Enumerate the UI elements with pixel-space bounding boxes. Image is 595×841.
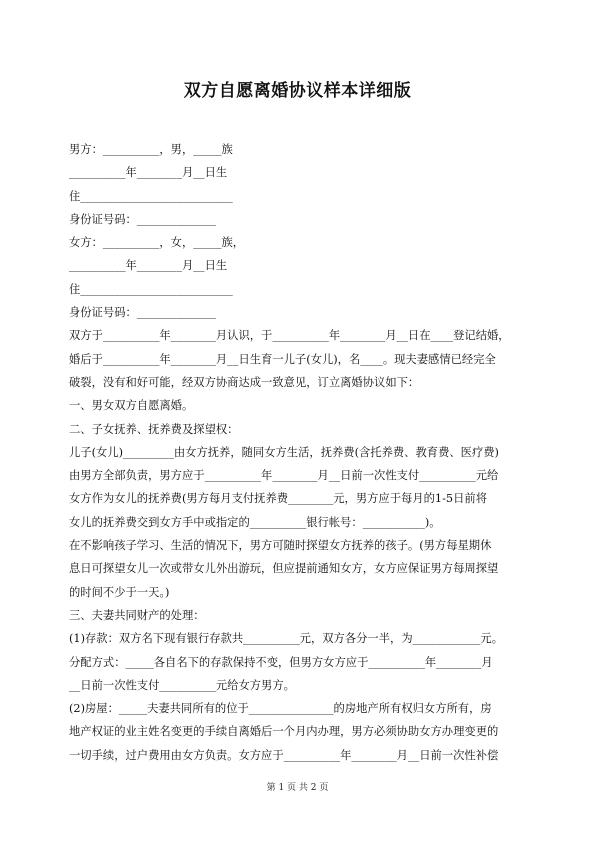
paragraph-line: 分配方式：_____各自名下的存款保持不变，但男方女方应于__________年________月: [69, 655, 493, 669]
party-male-id-line: 身份证号码：______________: [69, 212, 216, 226]
paragraph-line: 女儿的抚养费交到女方手中或指定的__________银行帐号：___________)。: [69, 515, 441, 529]
paragraph-line: 的时间不少于一天。): [69, 585, 170, 599]
party-female-address-line: 住___________________________: [69, 282, 233, 296]
paragraph-line: 在不影响孩子学习、生活的情况下，男方可随时探望女方抚养的孩子。(男方每星期休: [69, 539, 492, 553]
paragraph-line: 破裂，没有和好可能，经双方协商达成一致意见，订立离婚协议如下：: [69, 375, 420, 389]
paragraph-line: 息日可探望女儿一次或带女儿外出游玩，但应提前通知女方，女方应保证男方每周探望: [69, 562, 499, 576]
page-number: 第 1 页 共 2 页: [266, 783, 329, 793]
section-heading-1: 一、男女双方自愿离婚。: [69, 399, 194, 413]
paragraph-line: 一切手续，过户费用由女方负责。女方应于__________年________月__日前一次性补偿: [69, 748, 499, 762]
paragraph-line: 由男方全部负责，男方应于__________年________月__日前一次性支付__________元给: [69, 469, 499, 483]
paragraph-line: 女方作为女儿的抚养费(男方每月支付抚养费________元，男方应于每月的1-5日前将: [69, 492, 487, 506]
section-heading-2: 二、子女抚养、抚养费及探望权：: [69, 422, 239, 436]
document-body: [69, 138, 531, 767]
party-male-address-line: 住___________________________: [69, 189, 233, 203]
party-female-name-line: 女方：__________，女，_____族，: [69, 236, 245, 250]
party-female-id-line: 身份证号码：______________: [69, 306, 216, 320]
party-male-name-line: 男方：__________，男，_____族: [69, 143, 233, 156]
party-female-birth-line: __________年________月__日生: [69, 259, 228, 273]
document-title: 双方自愿离婚协议样本详细版: [183, 81, 412, 101]
paragraph-line: 婚后于__________年________月__日生育一儿子(女儿)，名____。现夫妻感情已经完全: [69, 352, 496, 366]
paragraph-line: __日前一次性支付__________元给女方男方。: [69, 678, 295, 692]
section-heading-3: 三、夫妻共同财产的处理：: [69, 608, 205, 622]
paragraph-line: (1)存款：双方名下现有银行存款共__________元，双方各分一半，为____________元。: [69, 632, 503, 646]
party-male-birth-line: __________年________月__日生: [69, 166, 228, 180]
paragraph-line: 双方于__________年________月认识，于__________年________月__日在____登记结婚，: [69, 329, 510, 343]
paragraph-line: 儿子(女儿)_________由女方抚养，随同女方生活，抚养费(含托养费、教育费、医疗费): [69, 445, 499, 459]
paragraph-line: 地产权证的业主姓名变更的手续自离婚后一个月内办理，男方必须协助女方办理变更的: [69, 725, 499, 739]
paragraph-line: (2)房屋：_____夫妻共同所有的位于_______________的房地产所有权归女方所有，房: [69, 702, 492, 716]
